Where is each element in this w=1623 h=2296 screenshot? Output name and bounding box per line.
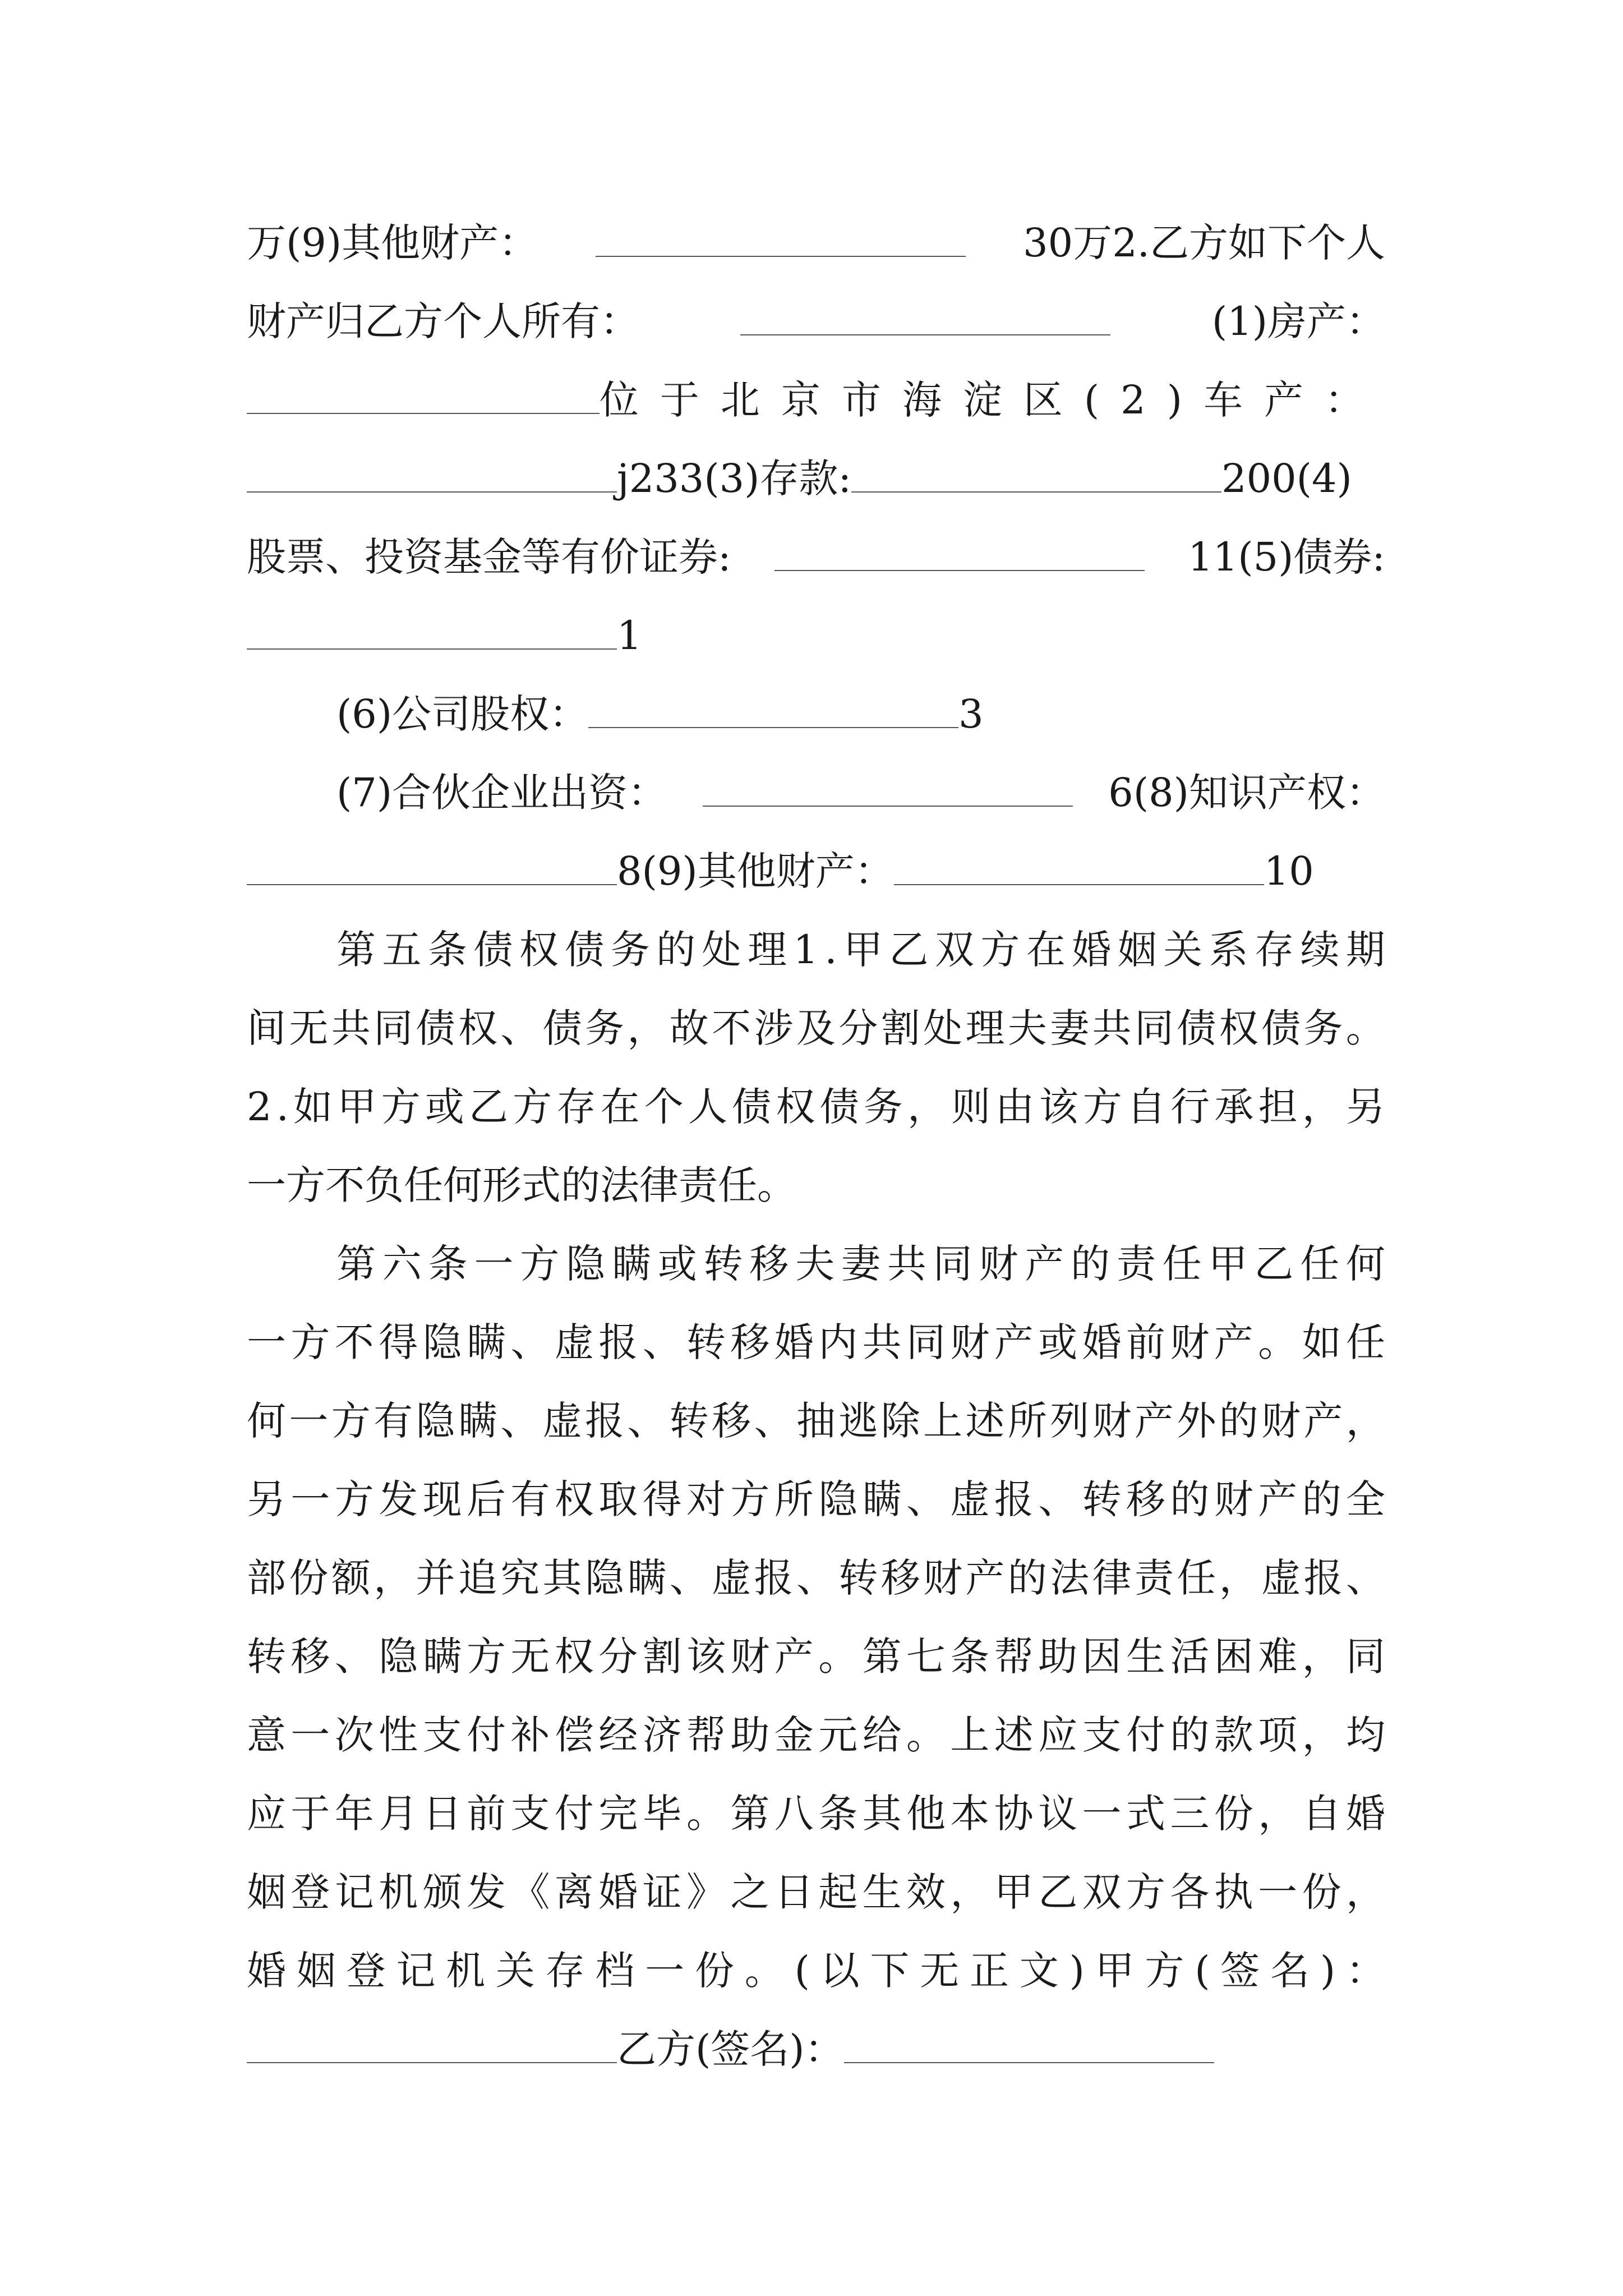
text-segment: 200(4)	[1221, 455, 1352, 501]
paragraph-text: 一方不负任何形式的法律责任。	[247, 1162, 796, 1208]
article-6-line	[247, 1547, 1389, 1609]
property-line-9	[247, 840, 1385, 902]
fill-blank	[740, 334, 1110, 335]
paragraph-text: 姻登记机颁发《离婚证》之日起生效，甲乙双方各执一份，	[247, 1869, 1390, 1915]
article-5-line	[247, 1076, 1390, 1138]
article-6-line	[247, 1312, 1390, 1373]
paragraph-text: 何一方有隐瞒、虚报、转移、抽逃除上述所列财产外的财产，	[247, 1398, 1389, 1444]
text-segment: 万(9)其他财产：	[247, 220, 538, 266]
paragraph-text: 一方不得隐瞒、虚报、转移婚内共同财产或婚前财产。如任	[247, 1319, 1390, 1365]
property-line-5	[247, 526, 1385, 588]
fill-blank	[596, 256, 966, 257]
fill-blank	[703, 806, 1073, 807]
text-segment: 11(5)债券:	[1188, 534, 1385, 580]
property-line-3	[247, 369, 1385, 431]
property-line-8	[336, 762, 1385, 823]
article-6-line	[247, 1469, 1390, 1530]
article-5-line	[336, 919, 1392, 981]
text-segment: 3	[958, 691, 984, 737]
signature-blank-b	[844, 2062, 1214, 2063]
paragraph-text: 应于年月日前支付完毕。第八条其他本协议一式三份，自婚	[247, 1791, 1390, 1837]
fill-blank	[774, 570, 1145, 571]
text-segment: (1)房产：	[1211, 298, 1385, 344]
signature-line	[247, 2018, 1385, 2080]
article-6-line	[247, 1390, 1389, 1452]
paragraph-text: 部份额，并追究其隐瞒、虚报、转移财产的法律责任，虚报、	[247, 1555, 1389, 1601]
text-segment: 1	[617, 613, 642, 659]
article-6-line	[336, 1233, 1392, 1295]
article-6-line	[247, 1861, 1390, 1923]
fill-blank	[588, 727, 958, 728]
article-6-line	[247, 1626, 1390, 1687]
text-segment: (6)公司股权：	[336, 691, 589, 737]
article-5-line	[247, 1154, 1385, 1216]
text-segment: (7)合伙企业出资：	[336, 770, 667, 816]
fill-blank	[247, 413, 600, 414]
text-segment: j233(3)存款:	[617, 455, 852, 501]
text-segment: 10	[1264, 848, 1314, 894]
property-line-7	[336, 683, 1385, 745]
property-line-2	[247, 291, 1385, 352]
property-line-6	[247, 605, 1385, 666]
paragraph-text: 间无共同债权、债务，故不涉及分割处理夫妻共同债权债务。	[247, 1005, 1389, 1051]
signature-blank-a	[247, 2062, 617, 2063]
text-segment: 6(8)知识产权：	[1108, 770, 1385, 816]
paragraph-text: 转移、隐瞒方无权分割该财产。第七条帮助因生活困难，同	[247, 1634, 1390, 1680]
fill-blank	[247, 884, 617, 885]
paragraph-text: 另一方发现后有权取得对方所隐瞒、虚报、转移的财产的全	[247, 1476, 1390, 1522]
article-6-line	[247, 1940, 1396, 2001]
article-6-line	[247, 1704, 1390, 1766]
fill-blank	[894, 884, 1264, 885]
text-segment: 股票、投资基金等有价证券:	[247, 534, 731, 580]
signature-label-b: 乙方(签名)：	[617, 2026, 844, 2072]
paragraph-text: 第六条一方隐瞒或转移夫妻共同财产的责任甲乙任何	[336, 1241, 1392, 1287]
text-segment: 财产归乙方个人所有：	[247, 298, 639, 344]
paragraph-text: 意一次性支付补偿经济帮助金元给。上述应支付的款项，均	[247, 1712, 1390, 1758]
text-segment: 30万2.乙方如下个人	[1023, 220, 1385, 266]
paragraph-text: 婚姻登记机关存档一份。(以下无正文)甲方(签名)：	[247, 1948, 1396, 1994]
text-segment: 8(9)其他财产：	[617, 848, 894, 894]
property-line-1	[247, 212, 1385, 274]
article-5-line	[247, 997, 1389, 1059]
paragraph-text: 第五条债权债务的处理1.甲乙双方在婚姻关系存续期	[336, 927, 1392, 973]
text-segment: 位于北京市海淀区(2)车产：	[599, 377, 1385, 423]
paragraph-text: 2.如甲方或乙方存在个人债权债务，则由该方自行承担，另	[247, 1084, 1390, 1130]
fill-blank	[247, 491, 617, 493]
article-6-line	[247, 1783, 1390, 1844]
fill-blank	[247, 648, 617, 650]
fill-blank	[851, 491, 1221, 493]
property-line-4	[247, 448, 1385, 509]
